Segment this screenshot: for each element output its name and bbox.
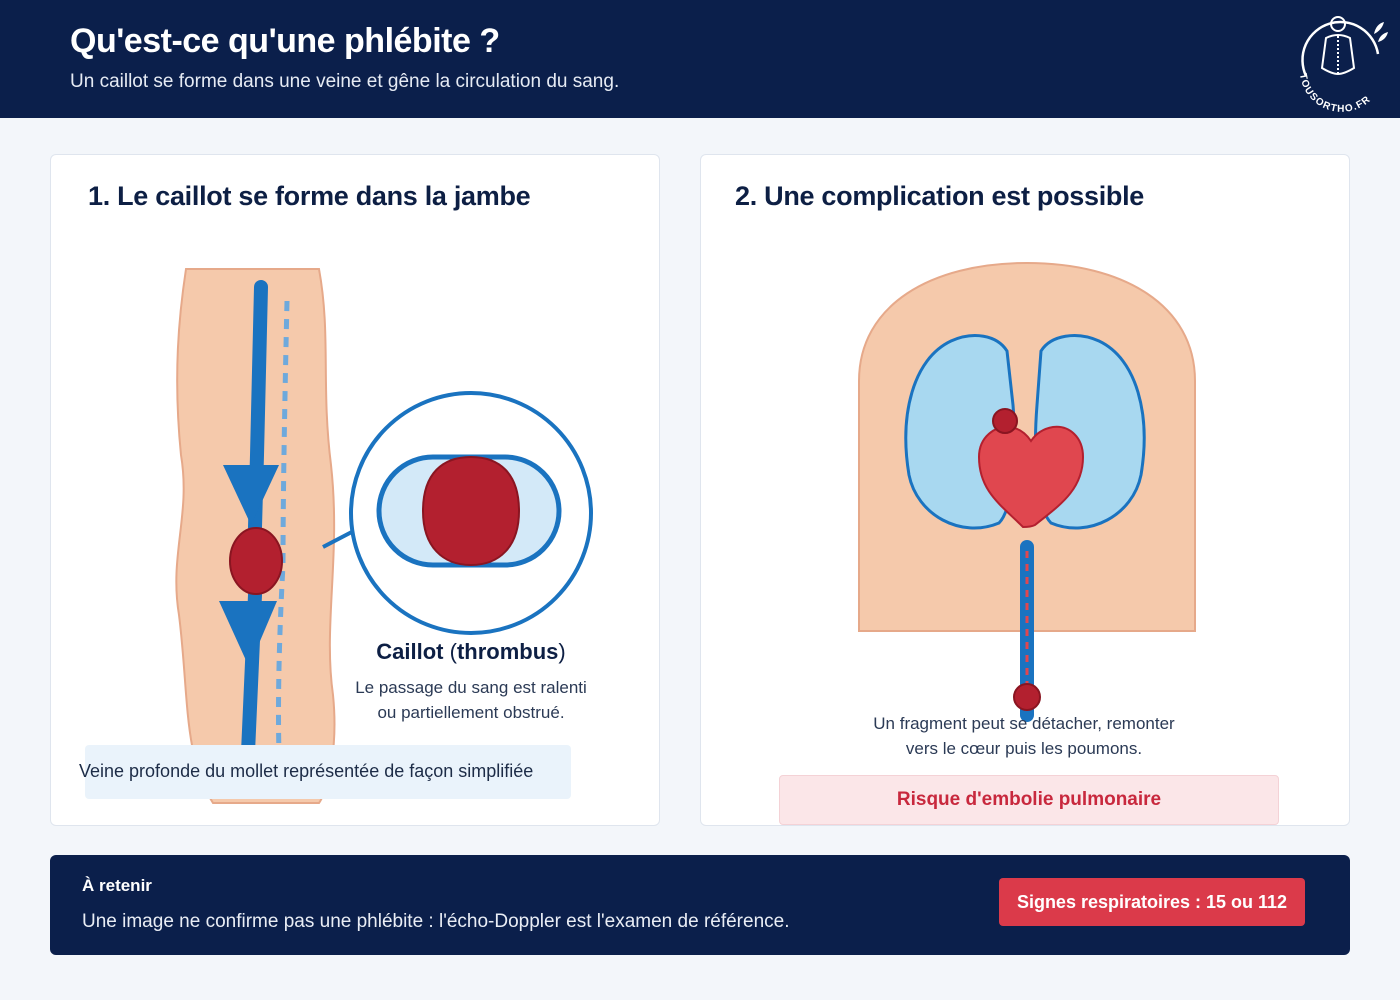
tousortho-logo [1290, 4, 1390, 114]
takeaway-text: Une image ne confirme pas une phlébite : l'écho-Doppler est l'examen de référence. [82, 911, 790, 932]
risk-badge: Risque d'embolie pulmonaire [779, 775, 1279, 825]
clot-label: Caillot (thrombus) [376, 639, 566, 664]
logo-text: TOUSORTHO.FR [1296, 72, 1374, 114]
panel-complication [700, 154, 1350, 826]
leg-illustration [51, 155, 660, 826]
page-subtitle: Un caillot se forme dans une veine et gêne la circulation du sang. [70, 71, 620, 92]
legend-text: Veine profonde du mollet représentée de façon simplifiée [79, 761, 534, 781]
clot [230, 528, 282, 594]
fragment-desc-line1: Un fragment peut se détacher, remonter [873, 714, 1175, 733]
clot-desc-line2: ou partiellement obstrué. [377, 703, 565, 722]
key-takeaway-banner [50, 855, 1350, 955]
clot-fragment-top [993, 409, 1017, 433]
zoom-clot [423, 457, 519, 565]
svg-text:TOUSORTHO.FR [1297, 73, 1373, 114]
panel-leg-title: 1. Le caillot se forme dans la jambe [88, 181, 531, 211]
clot-description [331, 675, 611, 725]
panel-leg [50, 154, 660, 826]
clot-label-paren: thrombus [456, 639, 559, 664]
takeaway-title: À retenir [82, 876, 152, 895]
header [0, 0, 1400, 118]
fragment-description [831, 711, 1217, 761]
clot-label-bold: Caillot [376, 639, 444, 664]
panel-complication-title: 2. Une complication est possible [735, 181, 1145, 211]
clot-desc-line1: Le passage du sang est ralenti [355, 678, 587, 697]
emergency-badge: Signes respiratoires : 15 ou 112 [999, 878, 1305, 926]
clot-fragment-bottom [1014, 684, 1040, 710]
page-title: Qu'est-ce qu'une phlébite ? [70, 22, 500, 60]
fragment-desc-line2: vers le cœur puis les poumons. [905, 739, 1143, 758]
